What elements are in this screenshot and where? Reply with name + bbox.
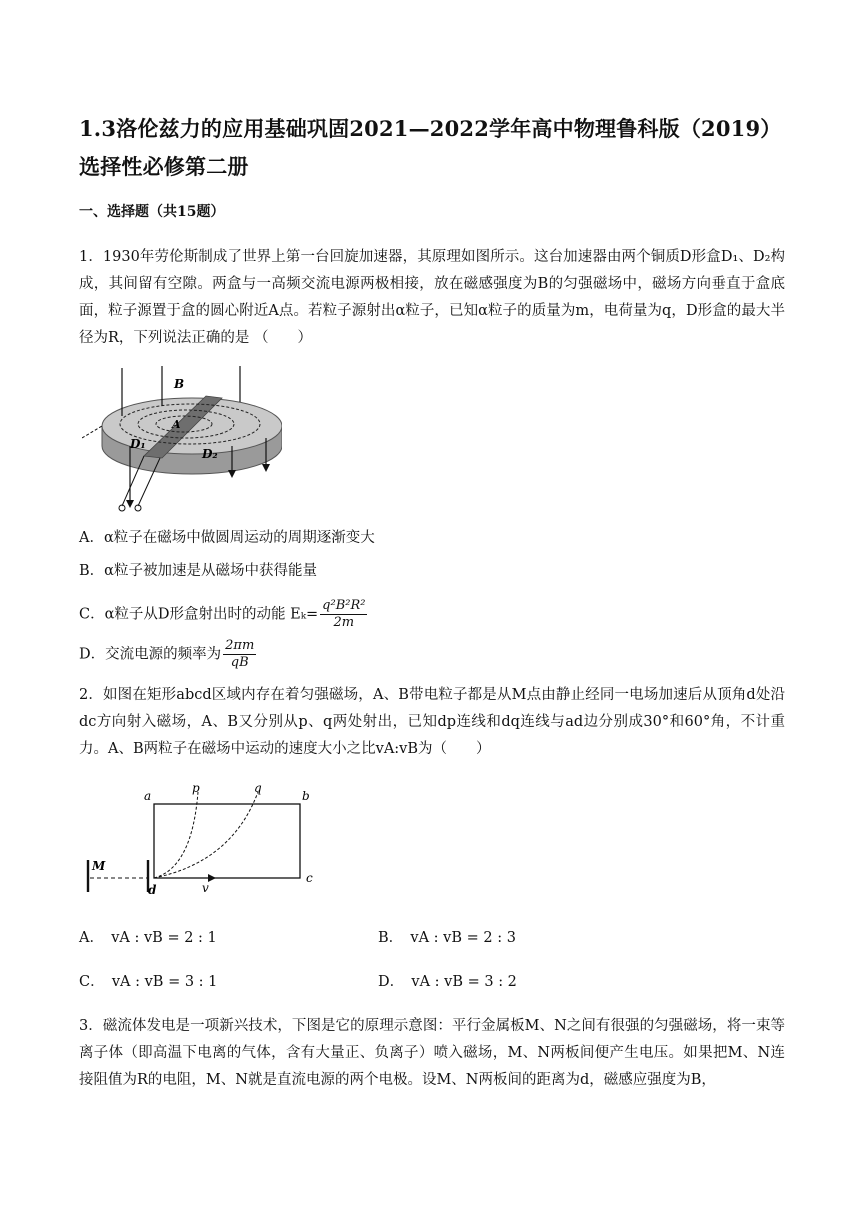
q2-option-d: D． vA : vB = 3 : 2 [378, 974, 517, 990]
q1-option-a: A．α粒子在磁场中做圆周运动的周期逐渐变大 [79, 530, 375, 546]
label-b: b [302, 789, 310, 803]
q1-option-c-text: C．α粒子从D形盒射出时的动能 Eₖ= [79, 606, 319, 623]
rectangle-field-figure [82, 782, 332, 902]
question-3-stem: 3．磁流体发电是一项新兴技术，下图是它的原理示意图：平行金属板M、N之间有很强的匀强磁场，将一束等离子体（即高温下电离的气体，含有大量正、负离子）喷入磁场，M、N两板间便产生电压。如果把M、N连接阻值为R的电阻，M、N就是直流电源的两个电极。设M、N两板间的距离为d，磁感应强度为B， [79, 1018, 785, 1088]
q2-option-c: C． vA : vB = 3 : 1 [79, 974, 218, 990]
q2-option-b: B． vA : vB = 2 : 3 [378, 930, 516, 946]
q1-option-c-numerator: q²B²R² [322, 598, 366, 613]
q1-option-c [79, 598, 367, 631]
label-c: c [306, 871, 313, 885]
label-M: M [92, 859, 106, 873]
label-v: v [202, 881, 209, 895]
q1-option-c-fraction [320, 598, 367, 631]
q1-option-c-denominator: 2m [333, 615, 355, 630]
q1-option-b: B．α粒子被加速是从磁场中获得能量 [79, 563, 317, 579]
label-A: A [172, 418, 181, 431]
label-D1: D₁ [130, 437, 146, 451]
q1-option-d-text: D．交流电源的频率为 [79, 646, 222, 663]
label-B: B [174, 377, 185, 391]
q1-option-d-denominator: qB [230, 655, 249, 670]
label-q: q [254, 782, 262, 795]
label-a: a [144, 789, 152, 803]
question-1-stem: 1．1930年劳伦斯制成了世界上第一台回旋加速器，其原理如图所示。这台加速器由两个铜质D形盒D₁、D₂构成，其间留有空隙。两盒与一高频交流电源两极相接，放在磁感强度为B的匀强磁场中，磁场方向垂直于盒底面，粒子源置于盒的圆心附近A点。若粒子源射出α粒子，已知α粒子的质量为m，电荷量为q，D形盒的最大半径为R，下列说法正确的是 （ ） [79, 249, 785, 346]
q1-option-d-numerator: 2πm [225, 638, 255, 653]
label-D2: D₂ [202, 447, 218, 461]
label-d: d [148, 883, 157, 897]
label-p: p [192, 782, 200, 795]
cyclotron-figure [82, 366, 282, 516]
q2-option-a: A． vA : vB = 2 : 1 [79, 930, 217, 946]
document-title: 1.3洛伦兹力的应用基础巩固2021—2022学年高中物理鲁科版（2019）选择性必修第二册 [79, 116, 782, 179]
q1-option-d [79, 638, 256, 671]
question-2-stem: 2．如图在矩形abcd区域内存在着匀强磁场，A、B带电粒子都是从M点由静止经同一电场加速后从顶角d处沿dc方向射入磁场，A、B又分别从p、q两处射出，已知dp连线和dq连线与ad边分别成30°和60°角，不计重力。A、B两粒子在磁场中运动的速度大小之比vA:vB为（ ） [79, 687, 785, 757]
section-heading: 一、选择题（共15题） [79, 204, 225, 220]
q1-option-d-fraction [223, 638, 256, 671]
